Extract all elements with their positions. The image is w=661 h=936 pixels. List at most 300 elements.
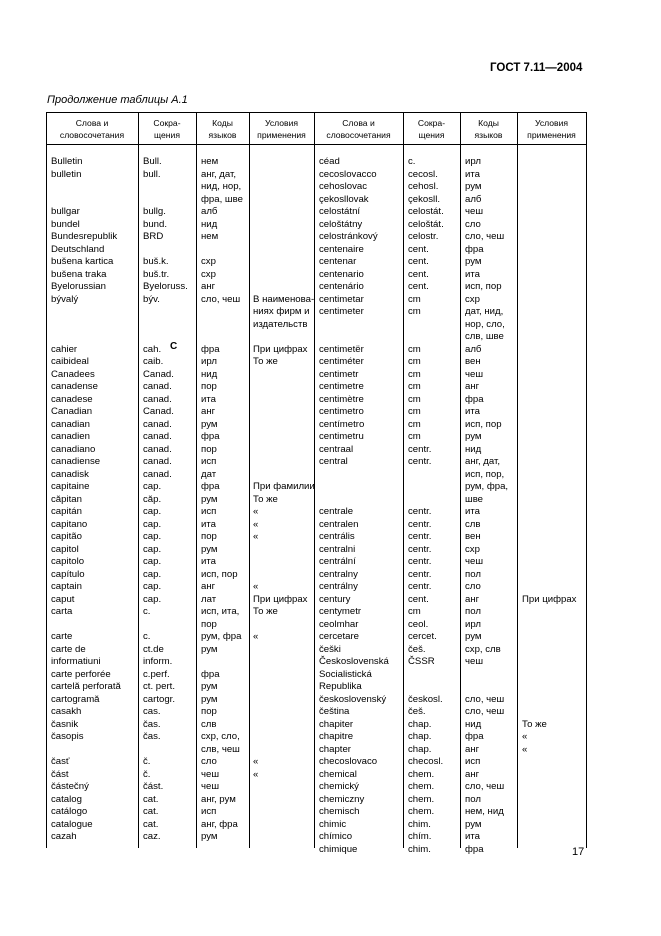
table-cell [143, 319, 188, 332]
column-divider [517, 112, 518, 848]
table-cell: фра [201, 343, 220, 355]
table-cell: chemický [319, 781, 359, 792]
table-cell: češ. [408, 706, 426, 717]
table-cell [253, 381, 315, 394]
table-cell [253, 544, 315, 557]
table-cell: casakh [51, 706, 82, 717]
table-cell: ирл [201, 356, 217, 367]
table-cell: capitolo [51, 556, 85, 567]
left-abbr-column [143, 156, 188, 844]
table-cell: ита [465, 406, 480, 417]
table-cell: ct. pert. [143, 681, 175, 692]
table-cell: centimètre [319, 393, 364, 405]
table-cell: пор [201, 531, 217, 542]
table-cell [253, 244, 315, 257]
table-cell: ирл [465, 156, 481, 167]
table-cell: ита [201, 518, 216, 530]
table-cell [522, 544, 576, 557]
table-cell [522, 681, 576, 694]
table-cell: То же [253, 356, 278, 367]
table-cell: carte de [51, 643, 86, 655]
header-words-line: Слова и [342, 118, 375, 128]
table-cell: chim. [408, 843, 431, 855]
table-cell: Bundesrepublik [51, 231, 118, 242]
table-cell: canadiano [51, 443, 96, 455]
table-cell [253, 256, 315, 269]
table-cell: bulletin [51, 168, 82, 180]
table-cell: centralni [319, 543, 356, 555]
table-cell: сло, чеш [465, 781, 505, 792]
table-cell: При цифрах [253, 593, 308, 605]
table-cell: centenaire [319, 243, 364, 255]
header-cond [249, 114, 314, 144]
table-cell: Canadian [51, 406, 93, 417]
table-cell [522, 181, 576, 194]
table-cell: исп [201, 456, 217, 467]
table-cell: caibideal [51, 356, 89, 367]
table-cell: сло [465, 218, 481, 230]
table-cell: chem. [408, 781, 435, 792]
table-cell: фра [201, 481, 220, 492]
table-cell: рум [465, 181, 482, 192]
table-cell: časnik [51, 718, 79, 730]
table-cell: « [253, 506, 259, 517]
table-cell: cartogr. [143, 693, 175, 705]
table-cell [522, 419, 576, 432]
table-cell: схр [201, 268, 216, 280]
table-cell [253, 206, 315, 219]
table-cell: buš.k. [143, 256, 169, 267]
table-cell: cas. [143, 706, 161, 717]
table-cell [253, 369, 315, 382]
table-cell: bývalý [51, 293, 79, 305]
table-cell: cartogramă [51, 693, 100, 705]
header-abbr [138, 114, 196, 144]
table-cell: cap. [143, 531, 162, 542]
table-cell: исп, пор [201, 568, 238, 580]
table-cell: исп, пор [465, 418, 502, 430]
header-words-line: словосочетания [59, 130, 125, 140]
table-cell [319, 469, 389, 482]
table-cell: canad. [143, 431, 172, 442]
table-cell [253, 656, 315, 669]
table-cell: При цифрах [253, 343, 308, 355]
table-cell: вен [465, 356, 481, 367]
table-cell: шве [465, 493, 484, 505]
table-cell: анг [201, 281, 216, 292]
table-cell: céad [319, 156, 340, 167]
table-cell: chap. [408, 718, 432, 730]
table-cell: căpitan [51, 493, 82, 505]
table-cell: анг [465, 743, 480, 755]
table-cell [253, 706, 315, 719]
table-cell: centralen [319, 518, 359, 530]
table-cell: část. [143, 781, 164, 792]
table-cell [253, 156, 315, 169]
table-cell: анг [465, 381, 480, 392]
header-abbr-line: щения [154, 130, 180, 140]
table-cell: centimetre [319, 381, 364, 392]
table-cell: cap. [143, 481, 162, 492]
table-cell [522, 331, 576, 344]
column-divider [138, 112, 139, 848]
table-cell: centr. [408, 506, 432, 517]
table-cell [522, 806, 576, 819]
table-cell [51, 619, 121, 632]
table-cell: časopis [51, 731, 84, 742]
table-cell: cent. [408, 268, 429, 280]
header-words-line: словосочетания [326, 130, 391, 140]
right-words-column [319, 156, 389, 856]
table-border-right [586, 112, 587, 848]
table-cell: cm [408, 606, 421, 617]
table-cell: То же [522, 718, 547, 730]
table-cell [253, 231, 315, 244]
table-cell: centrale [319, 506, 354, 517]
table-cell: c.perf. [143, 668, 170, 680]
table-cell: býv. [143, 293, 160, 305]
table-cell: сло, чеш [465, 231, 505, 242]
table-cell: capitano [51, 518, 88, 530]
table-cell: centr. [408, 568, 432, 580]
header-codes [460, 114, 517, 144]
table-cell [143, 331, 188, 344]
header-codes [196, 114, 249, 144]
table-cell: canad. [143, 468, 172, 480]
table-cell [253, 444, 315, 457]
right-cond-column [522, 156, 576, 856]
table-cell: cecosl. [408, 168, 438, 180]
table-cell: celostát. [408, 206, 444, 217]
table-cell: анг [465, 593, 480, 605]
table-cell [253, 431, 315, 444]
table-cell: схр [201, 256, 216, 267]
table-cell [522, 344, 576, 357]
table-cell [253, 219, 315, 232]
table-cell: То же [253, 493, 278, 505]
table-cell: фра [465, 243, 484, 255]
table-cell: cap. [143, 506, 162, 517]
table-cell: çekosll. [408, 193, 440, 205]
table-cell: Bulletin [51, 156, 83, 167]
table-cell [201, 306, 243, 319]
table-cell: century [319, 593, 351, 605]
table-cell [522, 169, 576, 182]
column-divider [403, 112, 404, 848]
table-cell: нем [201, 156, 219, 167]
table-cell: čeština [319, 706, 350, 717]
table-cell: пор [201, 443, 217, 455]
table-cell: рум [465, 431, 482, 442]
table-cell [253, 644, 315, 657]
table-cell [522, 194, 576, 207]
table-cell [522, 619, 576, 632]
table-cell: рум [201, 681, 218, 692]
table-cell [253, 681, 315, 694]
table-cell: bundel [51, 218, 80, 230]
table-cell: centr. [408, 531, 432, 542]
table-cell: bušena traka [51, 268, 107, 280]
table-cell [51, 306, 121, 319]
table-cell: ирл [465, 618, 481, 630]
table-cell: нор, сло, [465, 318, 505, 330]
table-cell: centimetr [319, 368, 359, 380]
table-cell [522, 519, 576, 532]
table-cell [522, 581, 576, 594]
left-words-column [51, 156, 121, 844]
header-codes-line: Коды [212, 118, 233, 128]
table-cell: cent. [408, 281, 429, 292]
table-cell [319, 494, 389, 507]
table-cell [522, 256, 576, 269]
table-cell [253, 819, 315, 832]
table-cell: слв, чеш [201, 743, 240, 755]
table-cell: caz. [143, 831, 161, 842]
header-codes-line: языков [474, 130, 503, 140]
table-cell [201, 656, 243, 669]
table-cell: centímetro [319, 418, 365, 430]
table-cell: c. [408, 156, 416, 167]
table-cell [522, 456, 576, 469]
table-cell [465, 669, 508, 682]
table-cell: исп [201, 806, 217, 817]
table-cell: нид [201, 218, 218, 230]
table-cell: češ. [408, 643, 426, 655]
table-cell [522, 769, 576, 782]
table-cell: centymetr [319, 606, 362, 617]
table-cell: издательств [253, 318, 308, 330]
table-cell: chimique [319, 843, 358, 855]
table-cell: чеш [465, 556, 484, 567]
table-cell: фра [465, 843, 484, 855]
table-cell: centimeter [319, 306, 364, 317]
table-cell [51, 744, 121, 757]
table-cell: centenar [319, 256, 357, 267]
table-cell: chím. [408, 831, 432, 842]
table-cell: рум [201, 831, 218, 842]
table-cell: исп [201, 506, 217, 517]
table-cell [522, 669, 576, 682]
table-cell: вен [465, 531, 481, 542]
table-cell: рум [201, 493, 218, 505]
table-cell: cahier [51, 343, 78, 355]
table-cell: Československá [319, 656, 389, 667]
column-divider [196, 112, 197, 848]
table-cell: ита [465, 831, 480, 842]
header-abbr-line: щения [418, 130, 445, 140]
table-cell [253, 669, 315, 682]
table-cell: ct.de [143, 643, 164, 655]
table-cell: centr. [408, 556, 432, 567]
table-cell: chem. [408, 768, 435, 780]
header-cond-line: Условия [534, 118, 569, 128]
table-cell: нем [201, 231, 219, 242]
table-cell: celoštátny [319, 218, 363, 230]
table-border-left [46, 112, 47, 848]
table-cell: cent. [408, 243, 429, 255]
header-words-line: Слова и [75, 118, 109, 128]
table-cell [522, 506, 576, 519]
table-cell: capitão [51, 531, 82, 542]
table-cell: caib. [143, 356, 164, 367]
table-cell: ита [201, 393, 216, 405]
table-cell: cm [408, 381, 421, 392]
table-cell: В наименова- [253, 293, 315, 305]
table-cell: canad. [143, 418, 172, 430]
table-cell: При цифрах [522, 593, 577, 605]
table-cell [143, 619, 188, 632]
table-cell: cap. [143, 581, 162, 592]
table-cell: centimetro [319, 406, 364, 417]
table-cell: чеш [465, 656, 484, 667]
table-cell [253, 569, 315, 582]
table-cell: chemisch [319, 806, 360, 817]
table-cell: нид [465, 443, 482, 455]
table-cell: « [253, 531, 259, 542]
table-cell: слв [465, 518, 481, 530]
table-cell [253, 744, 315, 757]
table-cell: пол [465, 606, 481, 617]
table-cell: centr. [408, 443, 432, 455]
table-cell: исп, пор, [465, 468, 505, 480]
table-cell: фра, шве [201, 193, 243, 205]
table-cell: bullg. [143, 206, 166, 217]
header-cond-line: применения [257, 130, 306, 140]
table-cell: çekosllovak [319, 193, 369, 205]
table-cell: При фамилии [253, 481, 315, 492]
table-cell: « [253, 631, 259, 642]
table-cell [253, 194, 315, 207]
table-cell: centrální [319, 556, 356, 567]
table-cell: алб [465, 193, 482, 205]
table-cell [522, 606, 576, 619]
table-cell: capitaine [51, 481, 90, 492]
table-cell [253, 394, 315, 407]
table-cell [522, 231, 576, 244]
table-cell: нид [201, 368, 218, 380]
table-cell: чеш [465, 368, 484, 380]
table-cell: пор [201, 618, 217, 630]
table-cell: checoslovaco [319, 756, 378, 767]
table-cell: canad. [143, 456, 172, 467]
table-cell [522, 644, 576, 657]
table-cell: Canadees [51, 368, 95, 380]
table-cell: фра [201, 668, 220, 680]
table-cell [51, 194, 121, 207]
table-cell: cm [408, 343, 421, 355]
table-cell: caput [51, 593, 75, 605]
table-cell: cercetare [319, 631, 359, 642]
table-cell [319, 319, 389, 332]
table-cell: чеш [465, 206, 484, 217]
table-cell: рум [465, 818, 482, 830]
table-cell [522, 369, 576, 382]
table-cell: částečný [51, 781, 89, 792]
table-cell: catálogo [51, 806, 88, 817]
right-codes-column [465, 156, 508, 856]
table-cell: cap. [143, 593, 162, 605]
table-cell: centr. [408, 518, 432, 530]
table-cell: cap. [143, 518, 162, 530]
table-cell: celoštát. [408, 218, 444, 230]
table-cell: chemiczny [319, 793, 365, 805]
header-cond-line: применения [527, 130, 576, 140]
table-cell [408, 494, 444, 507]
table-cell: chapitre [319, 731, 354, 742]
table-cell: canadense [51, 381, 98, 392]
table-cell: нем, нид [465, 806, 504, 817]
table-cell: chimic [319, 818, 347, 830]
table-cell: carta [51, 606, 73, 617]
table-cell: анг [201, 581, 216, 592]
table-cell: carte [51, 631, 73, 642]
table-cell [253, 419, 315, 432]
table-cell [522, 156, 576, 169]
table-cell: căp. [143, 493, 162, 505]
table-cell: рум [465, 631, 482, 642]
table-cell: centiméter [319, 356, 364, 367]
header-codes-line: Коды [478, 118, 499, 128]
table-cell: centr. [408, 456, 432, 467]
table-cell [253, 281, 315, 294]
table-cell [522, 206, 576, 219]
table-cell: cent. [408, 256, 429, 267]
table-cell [522, 819, 576, 832]
table-cell [143, 244, 188, 257]
table-cell [522, 319, 576, 332]
table-cell: canad. [143, 393, 172, 405]
table-cell: cartelă perforată [51, 681, 121, 692]
table-cell: cat. [143, 793, 159, 805]
table-cell: cm [408, 393, 421, 405]
table-cell: алб [465, 343, 482, 355]
table-cell [143, 744, 188, 757]
table-cell: cm [408, 406, 421, 417]
table-cell: capítulo [51, 568, 85, 580]
table-cell: Canad. [143, 406, 174, 417]
table-cell: časť [51, 756, 70, 767]
table-cell: Byeloruss. [143, 281, 188, 292]
table-cell: ниях фирм и [253, 306, 310, 317]
table-cell: canad. [143, 443, 172, 455]
table-cell: chapiter [319, 718, 354, 730]
table-cell: část [51, 768, 69, 780]
table-cell: Canad. [143, 368, 174, 380]
table-cell: canad. [143, 381, 172, 392]
table-cell [522, 794, 576, 807]
table-cell: cat. [143, 806, 159, 817]
table-cell: chemical [319, 768, 357, 780]
table-cell [522, 244, 576, 257]
table-cell [408, 681, 444, 694]
page-number: 17 [572, 846, 585, 858]
table-cell: « [253, 581, 259, 592]
table-cell: Bull. [143, 156, 162, 167]
table-cell [253, 169, 315, 182]
table-cell: рум [201, 418, 218, 430]
table-cell [319, 481, 389, 494]
table-cell: centralny [319, 568, 358, 580]
table-cell: cap. [143, 556, 162, 567]
table-cell [253, 456, 315, 469]
table-cell [522, 444, 576, 457]
table-cell [522, 556, 576, 569]
table-cell [408, 469, 444, 482]
table-cell: рум [465, 256, 482, 267]
table-cell: Republika [319, 681, 362, 692]
table-cell: bull. [143, 168, 161, 180]
table-cell [143, 306, 188, 319]
